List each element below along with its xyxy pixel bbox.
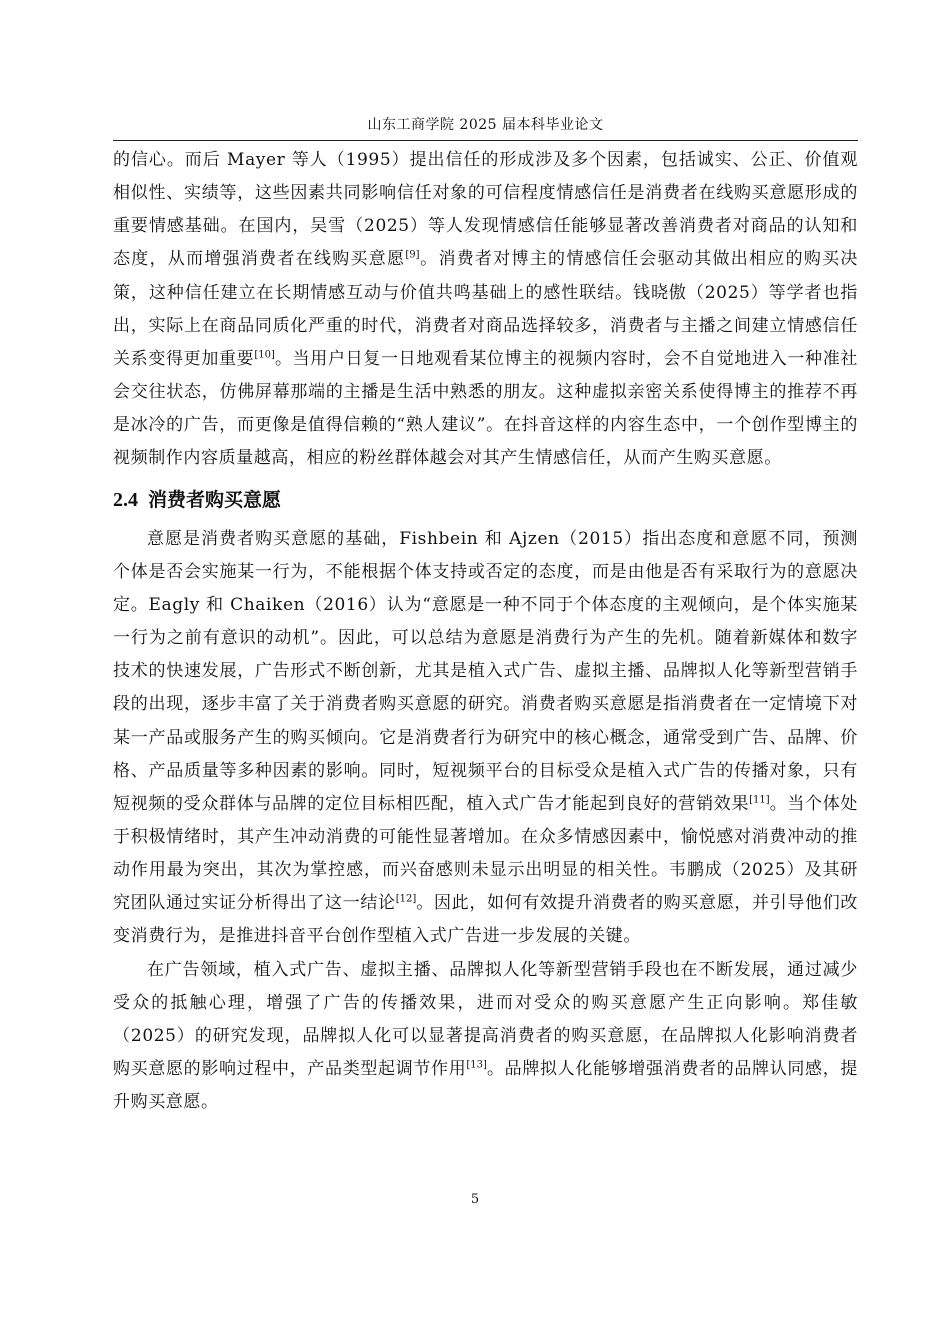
paragraph-text: 意愿是消费者购买意愿的基础，Fishbein 和 Ajzen（2015）指出态度和意愿不同，预测个体是否会实施某一行为，不能根据个体支持或否定的态度，而是由他是否有采取行为的意愿决定。Eagly 和 Chaiken（2016）认为“意愿是一种不同于个体态度的主观倾向，是个体实施某一行为之前有意识的动机”。因此，可以总结为意愿是消费行为产生的先机。随着新媒体和数字技术的快速发展，广告形式不断创新，尤其是植入式广告、虚拟主播、品牌拟人化等新型营销手段的出现，逐步丰富了关于消费者购买意愿的研究。消费者购买意愿是指消费者在一定情境下对某一产品或服务产生的购买倾向。它是消费者行为研究中的核心概念，通常受到广告、品牌、价格、产品质量等多种因素的影响。同时，短视频平台的目标受众是植入式广告的传播对象，只有短视频的受众群体与品牌的定位目标相匹配，植入式广告才能起到良好的营销效果	[113, 528, 858, 814]
citation-ref: [12]	[395, 893, 417, 905]
page-number: 5	[470, 1192, 480, 1207]
body-text	[113, 144, 858, 1119]
citation-ref: [9]	[405, 249, 420, 261]
paragraph	[113, 523, 858, 954]
section-title: 消费者购买意愿	[148, 488, 282, 511]
paragraph-text: 的信心。而后 Mayer 等人（1995）提出信任的形成涉及多个因素，包括诚实、公正、价值观相似性、实绩等，这些因素共同影响信任对象的可信程度情感信任是消费者在线购买意愿形成的重要情感基础。在国内，吴雪（2025）等人发现情感信任能够显著改善消费者对商品的认知和态度，从而增强消费者在线购买意愿	[113, 150, 858, 270]
paragraph-text: 。品牌拟人化能够增强消费者的品牌认同感，提升购买意愿。	[113, 1059, 859, 1113]
paragraph-continuation	[113, 144, 858, 476]
paragraph-text: 。当用户日复一日地观看某位博主的视频内容时，会不自觉地进入一种准社会交往状态，仿佛屏幕那端的主播是生活中熟悉的朋友。这种虚拟亲密关系使得博主的推荐不再是冰冷的广告，而更像是值得信赖的“熟人建议”。在抖音这样的内容生态中，一个创作型博主的视频制作内容质量越高，相应的粉丝群体越会对其产生情感信任，从而产生购买意愿。	[113, 348, 858, 469]
header-rule	[113, 140, 858, 141]
section-heading	[113, 485, 858, 515]
paragraph-text: 。当个体处于积极情绪时，其产生冲动消费的可能性显著增加。在众多情感因素中，愉悦感对消费冲动的推动作用最为突出，其次为掌控感，而兴奋感则未显示出明显的相关性。韦鹏成（2025）及其研究团队通过实证分析得出了这一结论	[113, 793, 858, 914]
paragraph-text: 在广告领域，植入式广告、虚拟主播、品牌拟人化等新型营销手段也在不断发展，通过减少受众的抵触心理，增强了广告的传播效果，进而对受众的购买意愿产生正向影响。郑佳敏（2025）的研究发现，品牌拟人化可以显著提高消费者的购买意愿，在品牌拟人化影响消费者购买意愿的影响过程中，产品类型起调节作用	[113, 959, 858, 1080]
running-header: 山东工商学院 2025 届本科毕业论文	[367, 117, 604, 133]
paragraph	[113, 954, 858, 1120]
section-number: 2.4	[113, 488, 138, 511]
paragraph-text: 。因此，如何有效提升消费者的购买意愿，并引导他们改变消费行为，是推进抖音平台创作型植入式广告进一步发展的关键。	[113, 893, 858, 947]
citation-ref: [11]	[749, 794, 770, 806]
citation-ref: [10]	[254, 349, 275, 361]
paragraph-text: 。消费者对博主的情感信任会驱动其做出相应的购买决策，这种信任建立在长期情感互动与价值共鸣基础上的感性联结。钱晓傲（2025）等学者也指出，实际上在商品同质化严重的时代，消费者对商品选择较多，消费者与主播之间建立情感信任关系变得更加重要	[113, 249, 858, 369]
citation-ref: [13]	[466, 1059, 487, 1071]
